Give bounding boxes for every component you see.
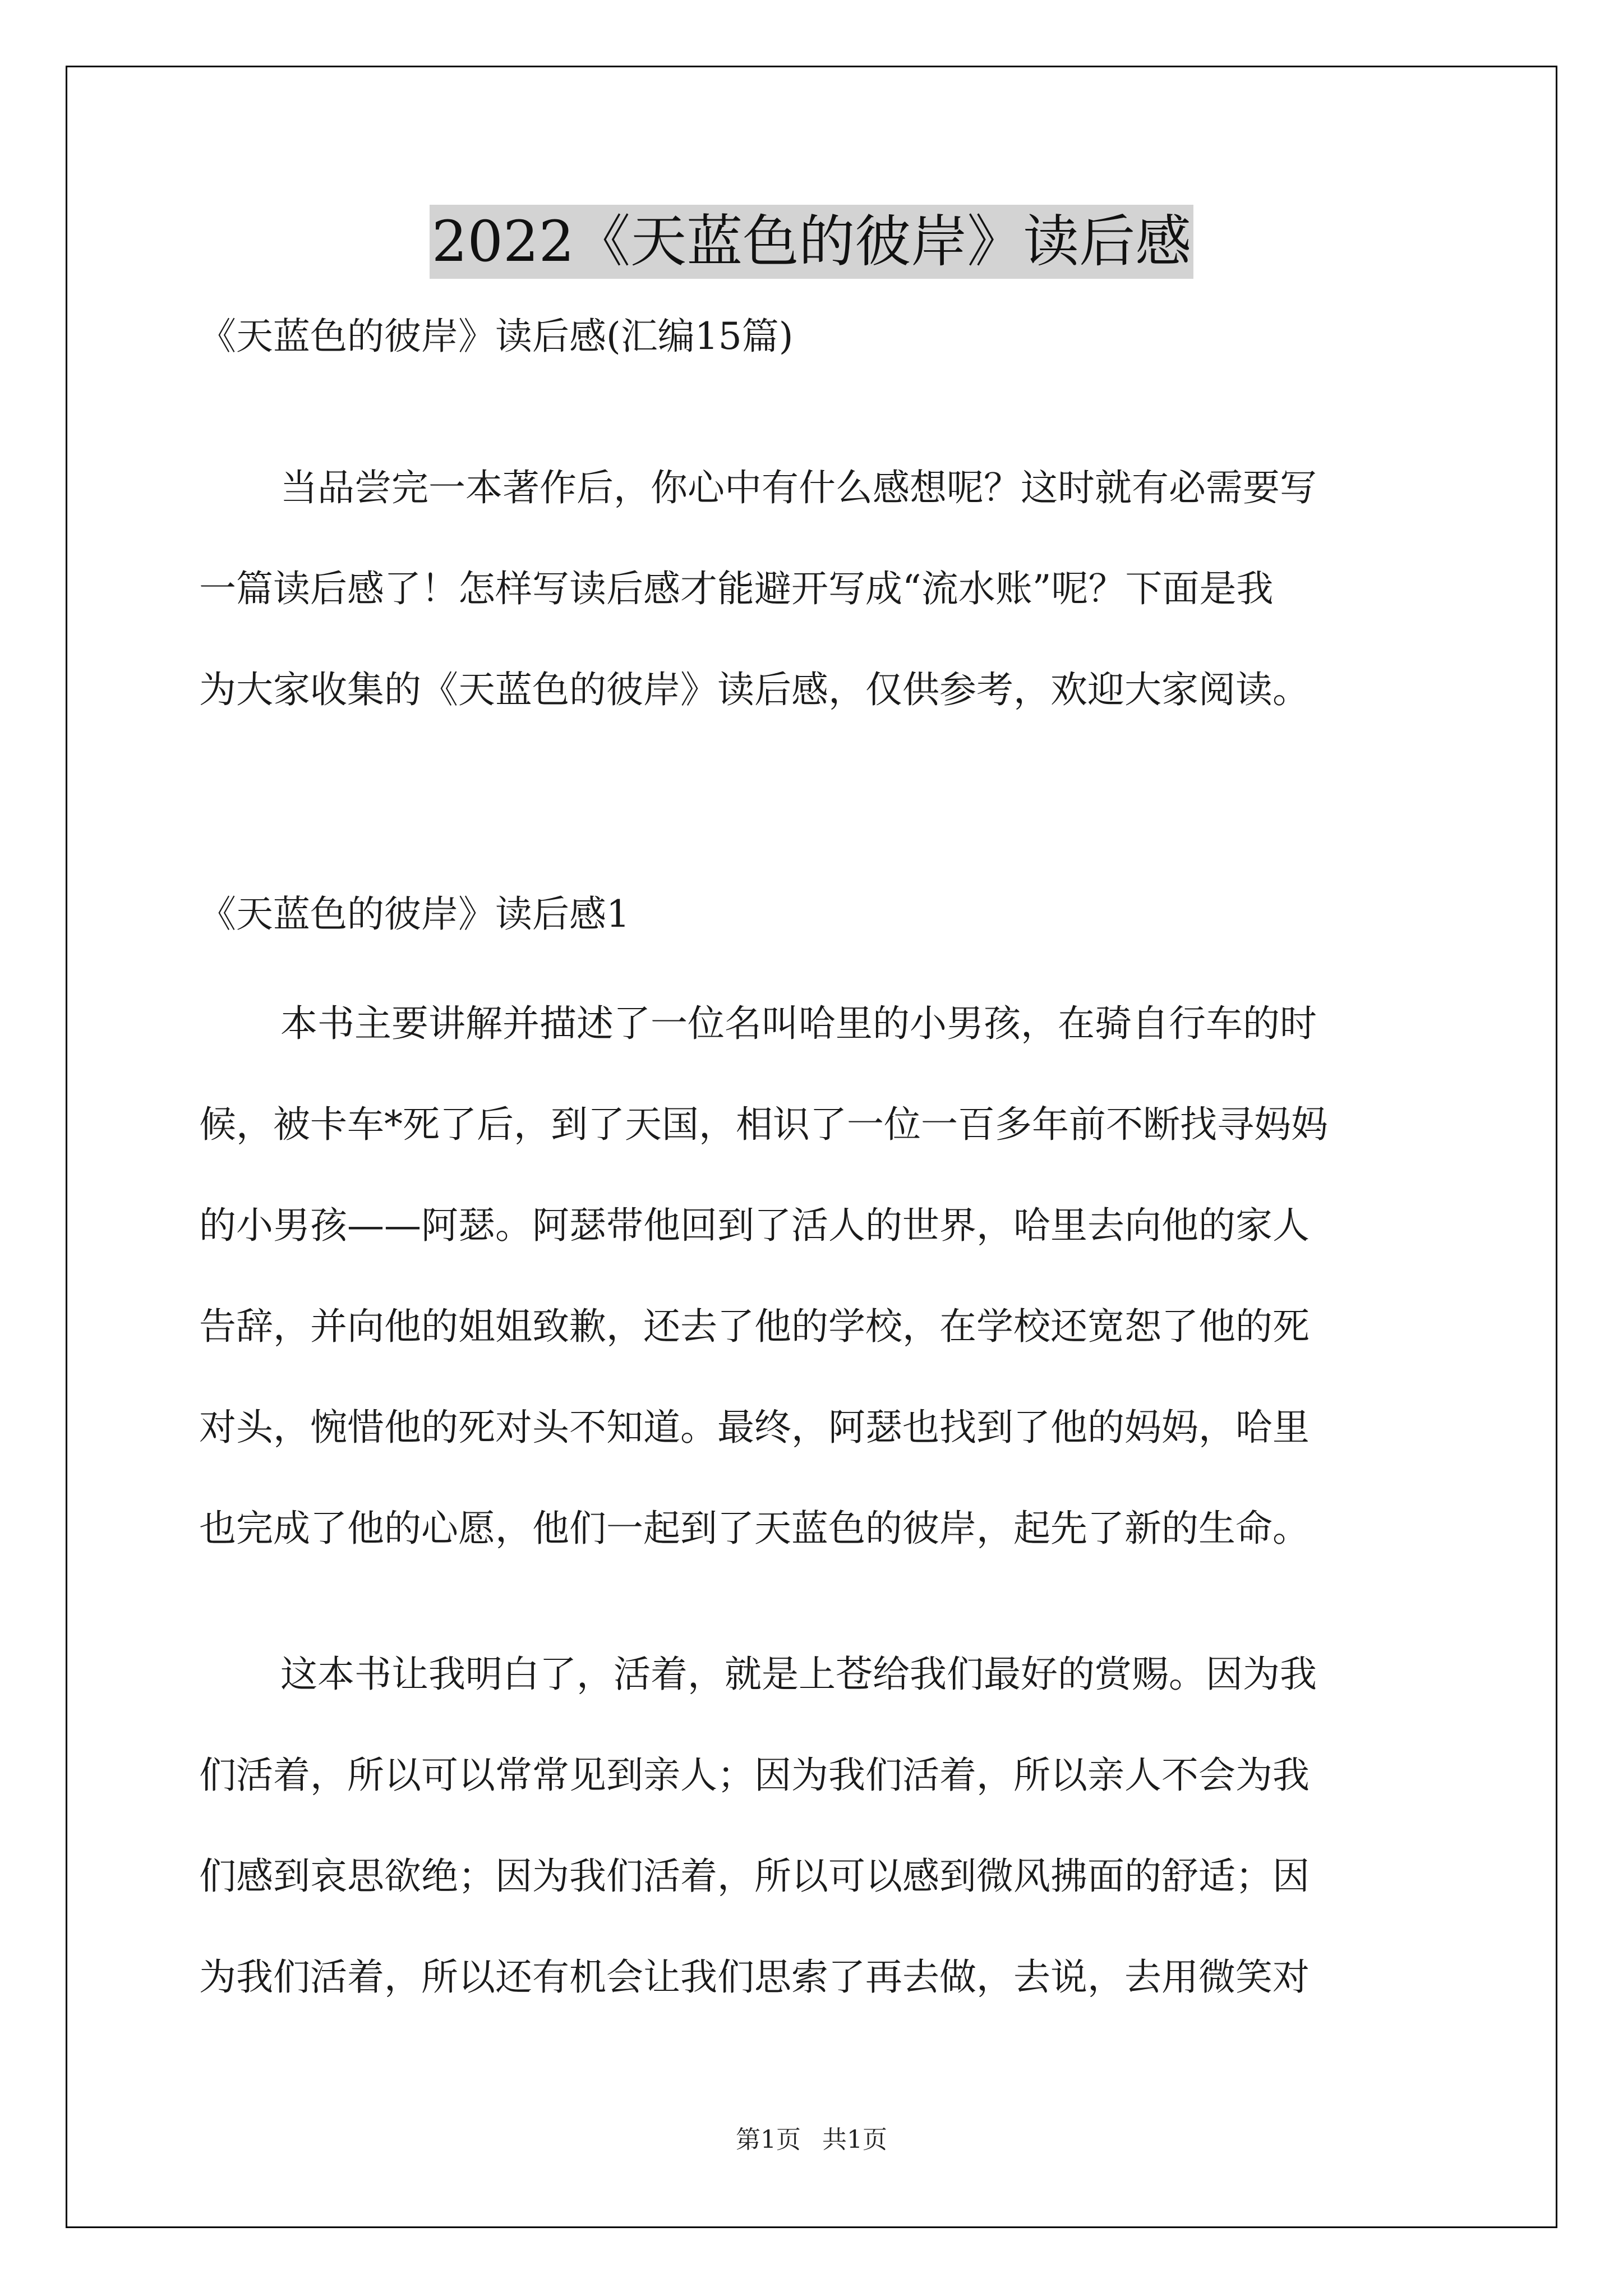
intro-line: 当品尝完一本著作后，你心中有什么感想呢？这时就有必需要写 [280, 466, 1317, 509]
intro-line: 为大家收集的《天蓝色的彼岸》读后感，仅供参考，欢迎大家阅读。 [199, 668, 1310, 711]
page-total: 共1页 [822, 2125, 887, 2154]
title-container [0, 205, 1623, 279]
paragraph-line: 对头，惋惜他的死对头不知道。最终，阿瑟也找到了他的妈妈，哈里 [199, 1406, 1310, 1449]
paragraph-line: 告辞，并向他的姐姐致歉，还去了他的学校，在学校还宽恕了他的死 [199, 1305, 1310, 1348]
body-paragraph-1 [199, 973, 1427, 1579]
paragraph-line: 的小男孩——阿瑟。阿瑟带他回到了活人的世界，哈里去向他的家人 [199, 1204, 1310, 1247]
paragraph-line: 为我们活着，所以还有机会让我们思索了再去做，去说，去用微笑对 [199, 1955, 1310, 1999]
section-heading: 《天蓝色的彼岸》读后感1 [199, 892, 630, 936]
paragraph-line: 这本书让我明白了，活着，就是上苍给我们最好的赏赐。因为我 [280, 1653, 1317, 1696]
paragraph-line: 们活着，所以可以常常见到亲人；因为我们活着，所以亲人不会为我 [199, 1754, 1310, 1797]
paragraph-line: 本书主要讲解并描述了一位名叫哈里的小男孩，在骑自行车的时 [280, 1002, 1317, 1045]
paragraph-line: 们感到哀思欲绝；因为我们活着，所以可以感到微风拂面的舒适；因 [199, 1855, 1310, 1898]
intro-line: 一篇读后感了！怎样写读后感才能避开写成“流水账”呢？下面是我 [199, 567, 1274, 610]
paragraph-line: 候，被卡车*死了后，到了天国，相识了一位一百多年前不断找寻妈妈 [199, 1103, 1328, 1146]
page-number: 第1页 [736, 2125, 801, 2154]
intro-paragraph [199, 438, 1427, 740]
body-paragraph-2 [199, 1624, 1427, 2028]
document-title: 2022《天蓝色的彼岸》读后感 [430, 205, 1194, 279]
page-footer [0, 2123, 1623, 2157]
document-subtitle: 《天蓝色的彼岸》读后感(汇编15篇) [199, 315, 794, 358]
paragraph-line: 也完成了他的心愿，他们一起到了天蓝色的彼岸，起先了新的生命。 [199, 1507, 1310, 1550]
